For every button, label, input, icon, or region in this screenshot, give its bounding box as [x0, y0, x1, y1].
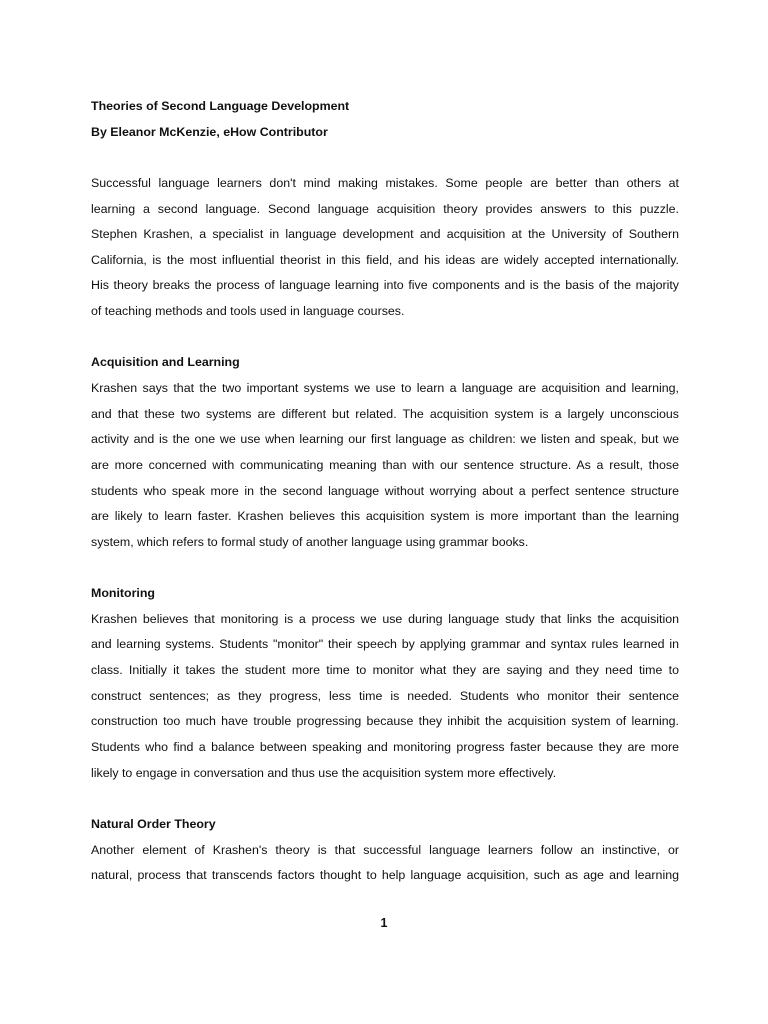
section-heading: Acquisition and Learning	[91, 355, 240, 370]
paragraph-line: Another element of Krashen's theory is that successful language learners follow an instinctive, or	[91, 842, 679, 857]
paragraph-line: class. Initially it takes the student more time to monitor what they are saying and they need time to	[91, 663, 679, 678]
paragraph-line: are likely to learn faster. Krashen believes this acquisition system is more important than the learning	[91, 509, 679, 524]
paragraph-line: likely to engage in conversation and thus use the acquisition system more effectively.	[91, 765, 557, 780]
paragraph-line: and that these two systems are different but related. The acquisition system is a largely unconscious	[91, 406, 679, 421]
paragraph-line: Krashen says that the two important systems we use to learn a language are acquisition and learning,	[91, 381, 679, 396]
paragraph-line: students who speak more in the second language without worrying about a perfect sentence structure	[91, 483, 679, 498]
paragraph-line: Students who find a balance between speaking and monitoring progress faster because they are more	[91, 740, 679, 755]
section-acquisition-and-learning	[91, 350, 679, 555]
paragraph-line: are more concerned with communicating meaning than with our sentence structure. As a result, those	[91, 457, 679, 472]
section-monitoring	[91, 581, 679, 786]
document-body	[91, 94, 679, 889]
paragraph-gap	[91, 786, 679, 812]
paragraph-line: Stephen Krashen, a specialist in language development and acquisition at the University of Southern	[91, 227, 679, 242]
document-title: Theories of Second Language Development	[91, 99, 350, 113]
paragraph-line: and learning systems. Students "monitor" their speech by applying grammar and syntax rules learned in	[91, 637, 679, 652]
paragraph-line: of teaching methods and tools used in language courses.	[91, 304, 405, 319]
paragraph-gap	[91, 325, 679, 351]
paragraph-line: construct sentences; as they progress, less time is needed. Students who monitor their sentence	[91, 688, 679, 703]
paragraph-gap	[91, 145, 679, 171]
paragraph-line: His theory breaks the process of language learning into five components and is the basis of the majority	[91, 278, 679, 293]
intro-paragraph	[91, 171, 679, 325]
page-number: 1	[380, 916, 388, 930]
paragraph-line: construction too much have trouble progressing because they inhibit the acquisition system of learning.	[91, 714, 679, 729]
paragraph-line: activity and is the one we use when learning our first language as children: we listen and speak, but we	[91, 432, 679, 447]
section-natural-order-theory	[91, 812, 679, 889]
document-byline: By Eleanor McKenzie, eHow Contributor	[91, 124, 328, 139]
paragraph-line: Krashen believes that monitoring is a process we use during language study that links the acquisition	[91, 611, 679, 626]
section-heading: Natural Order Theory	[91, 816, 216, 831]
paragraph-line: system, which refers to formal study of another language using grammar books.	[91, 534, 529, 549]
paragraph-line: learning a second language. Second language acquisition theory provides answers to this puzzle.	[91, 201, 679, 216]
paragraph-line: California, is the most influential theorist in this field, and his ideas are widely accepted internationally.	[91, 252, 679, 267]
paragraph-line: natural, process that transcends factors thought to help language acquisition, such as age and learning	[91, 868, 679, 883]
paragraph-gap	[91, 556, 679, 582]
section-heading: Monitoring	[91, 586, 155, 601]
paragraph-line: Successful language learners don't mind making mistakes. Some people are better than others at	[91, 175, 679, 190]
